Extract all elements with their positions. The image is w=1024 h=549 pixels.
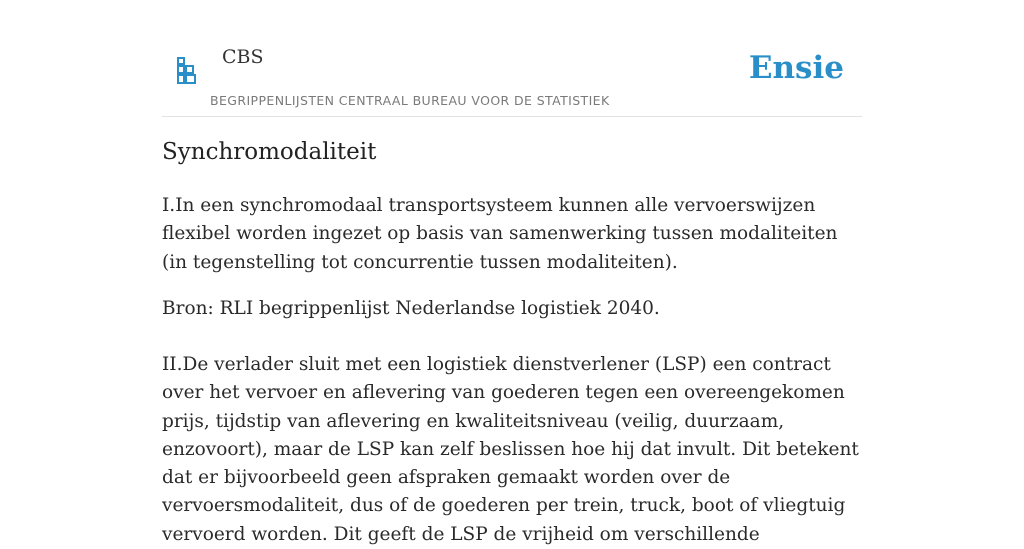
org-subtitle: BEGRIPPENLIJSTEN CENTRAAL BUREAU VOOR DE STATISTIEK: [210, 93, 610, 108]
org-name[interactable]: CBS: [222, 46, 264, 68]
ensie-brand-link[interactable]: Ensie: [748, 50, 844, 86]
definition-paragraph-2: II.De verlader sluit met een logistiek dienstverlener (LSP) een contract over het vervoer en aflevering van goederen tegen een overeengekomen prijs, tijdstip van aflevering en kwaliteitsniveau (veilig, duurzaam, enzovoort), maar de LSP kan zelf beslissen hoe hij dat invult. Dit betekent dat er bijvoorbeeld geen afspraken gemaakt worden over de vervoersmodaliteit, dus of de goederen per trein, truck, boot of vliegtuig vervoerd worden. Dit geeft de LSP de vrijheid om verschillende: [162, 354, 859, 545]
definition-source: Bron: RLI begrippenlijst Nederlandse logistiek 2040.: [162, 298, 660, 319]
cbs-logo-icon[interactable]: [176, 57, 198, 85]
page: [162, 0, 862, 545]
header: [162, 0, 862, 117]
page-title: Synchromodaliteit: [162, 139, 377, 165]
definition-paragraph-1: I.In een synchromodaal transportsysteem kunnen alle vervoerswijzen flexibel worden ingezet op basis van samenwerking tussen modaliteiten (in tegenstelling tot concurrentie tussen modaliteiten).: [162, 195, 838, 273]
